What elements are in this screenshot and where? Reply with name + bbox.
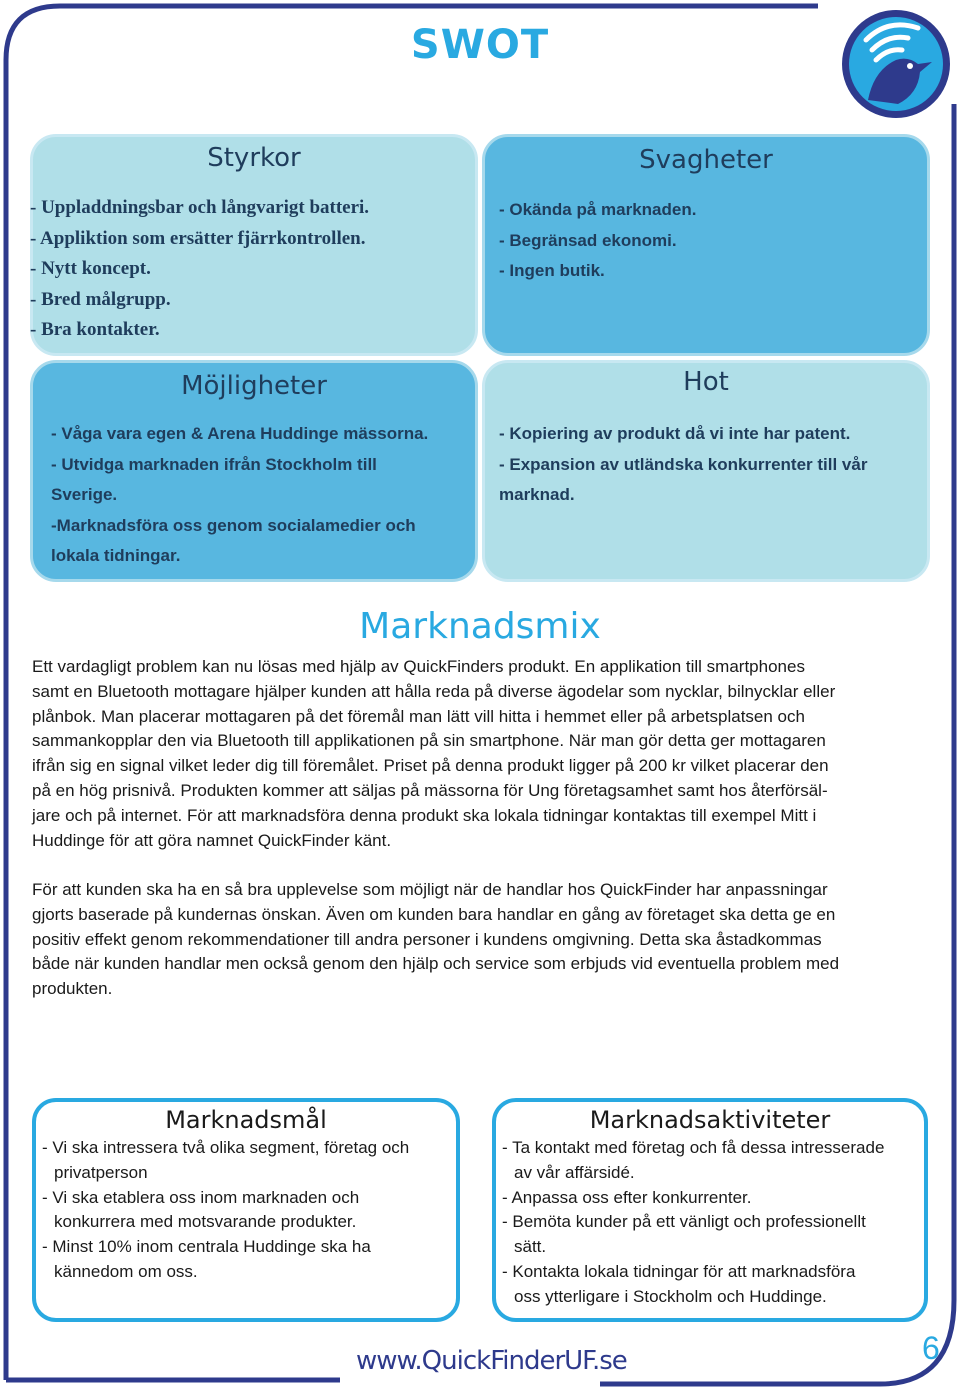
text-line: plånbok. Man placerar mottagaren på det föremål man lätt vill hitta i hemmet eller på arbetsplatsen och [32, 706, 805, 726]
list-item: - Anpassa oss efter konkurrenter. [502, 1187, 752, 1207]
list-item: av vår affärsidé. [514, 1162, 635, 1182]
list-item: - Uppladdningsbar och långvarigt batteri. [30, 197, 370, 218]
strengths-title: Styrkor [207, 143, 301, 173]
list-item: -Marknadsföra oss genom socialamedier och [51, 515, 416, 535]
text-line: jare och på internet. För att marknadsföra denna produkt ska lokala tidningar kontaktas till exempel Mitt i [32, 805, 817, 825]
list-item: - Våga vara egen & Arena Huddinge mässorna. [51, 424, 429, 443]
text-line: Huddinge för att göra namnet QuickFinder känt. [32, 830, 392, 850]
list-item: - Kontakta lokala tidningar för att marknadsföra [502, 1261, 856, 1281]
page-number: 6 [922, 1330, 940, 1366]
text-line: samt en Bluetooth mottagare hjälper kunden att hålla reda på diverse ägodelar som nycklar, bilnycklar eller [32, 681, 836, 701]
threats-box [482, 360, 930, 582]
list-item: - Okända på marknaden. [499, 200, 697, 219]
list-item: - Ingen butik. [499, 261, 605, 280]
opportunities-box [30, 360, 478, 582]
marketing-goals-list [42, 1136, 409, 1285]
list-item: - Vi ska etablera oss inom marknaden och [42, 1187, 360, 1207]
list-item: - Appliktion som ersätter fjärrkontrollen. [30, 227, 366, 249]
text-line: ifrån sig en signal vilket leder dig till föremålet. Priset på denna produkt ligger på 200 kr vilket placerar den [32, 756, 829, 776]
footer-url-link[interactable]: www.QuickFinderUF.se [356, 1346, 627, 1376]
list-item: - Begränsad ekonomi. [499, 230, 677, 250]
list-item: Sverige. [51, 485, 118, 504]
list-item: marknad. [499, 485, 575, 504]
list-item: lokala tidningar. [51, 546, 181, 565]
marketing-goals-title: Marknadsmål [165, 1106, 327, 1134]
threats-list [499, 419, 867, 511]
list-item: - Nytt koncept. [30, 258, 151, 279]
list-item: - Ta kontakt med företag och få dessa intresserade [502, 1138, 885, 1157]
threats-title: Hot [683, 367, 729, 397]
list-item: kännedom om oss. [54, 1261, 198, 1281]
list-item: privatperson [54, 1162, 148, 1182]
bird-signal-logo-icon [838, 4, 954, 122]
strengths-box [30, 134, 478, 356]
list-item: - Bred målgrupp. [30, 288, 171, 310]
marketing-activities-list [502, 1136, 884, 1310]
marketing-mix-title: Marknadsmix [359, 606, 601, 647]
weaknesses-list [499, 195, 696, 287]
marketing-mix-paragraph-1 [32, 655, 932, 853]
text-line: Ett vardagligt problem kan nu lösas med hjälp av QuickFinders produkt. En applikation till smartphones [32, 657, 805, 676]
marketing-activities-box [492, 1098, 928, 1322]
opportunities-list [51, 419, 428, 572]
list-item: - Kopiering av produkt då vi inte har patent. [499, 424, 851, 443]
marketing-mix-paragraph-2 [32, 878, 932, 1002]
weaknesses-box [482, 134, 930, 356]
list-item: - Bemöta kunder på ett vänligt och professionellt [502, 1212, 866, 1232]
list-item: - Minst 10% inom centrala Huddinge ska ha [42, 1237, 371, 1257]
list-item: - Utvidga marknaden ifrån Stockholm till [51, 454, 377, 474]
list-item: - Expansion av utländska konkurrenter till vår [499, 454, 868, 474]
list-item: - Vi ska intressera två olika segment, företag och [42, 1138, 410, 1157]
text-line: både när kunden handlar men också genom den hjälp och service som erbjuds vid eventuella problem med [32, 954, 840, 974]
text-line: på en hög prisnivå. Produkten kommer att säljas på mässorna för Ung företagsamhet samt hos återförsäl- [32, 780, 828, 800]
opportunities-title: Möjligheter [181, 371, 327, 401]
text-line: produkten. [32, 979, 113, 999]
page-title: SWOT [410, 22, 550, 68]
list-item: oss ytterligare i Stockholm och Huddinge. [514, 1286, 827, 1306]
list-item: konkurrera med motsvarande produkter. [54, 1212, 357, 1232]
weaknesses-title: Svagheter [639, 145, 773, 175]
text-line: För att kunden ska ha en så bra upplevelse som möjligt när de handlar hos QuickFinder har anpassningar [32, 880, 828, 899]
text-line: sammankopplar den via Bluetooth till applikationen på sin smartphone. När man gör detta ger mottagaren [32, 731, 826, 751]
marketing-goals-box [32, 1098, 460, 1322]
list-item: - Bra kontakter. [30, 319, 160, 340]
list-item: sätt. [514, 1237, 547, 1257]
text-line: positiv effekt genom rekommendationer till andra personer i kundens omgivning. Detta ska åstadkommas [32, 929, 822, 949]
marketing-activities-title: Marknadsaktiviteter [589, 1106, 831, 1134]
strengths-list [30, 193, 369, 346]
text-line: gjorts baserade på kundernas önskan. Även om kunden bara handlar en gång av företaget ska detta ge en [32, 904, 836, 924]
